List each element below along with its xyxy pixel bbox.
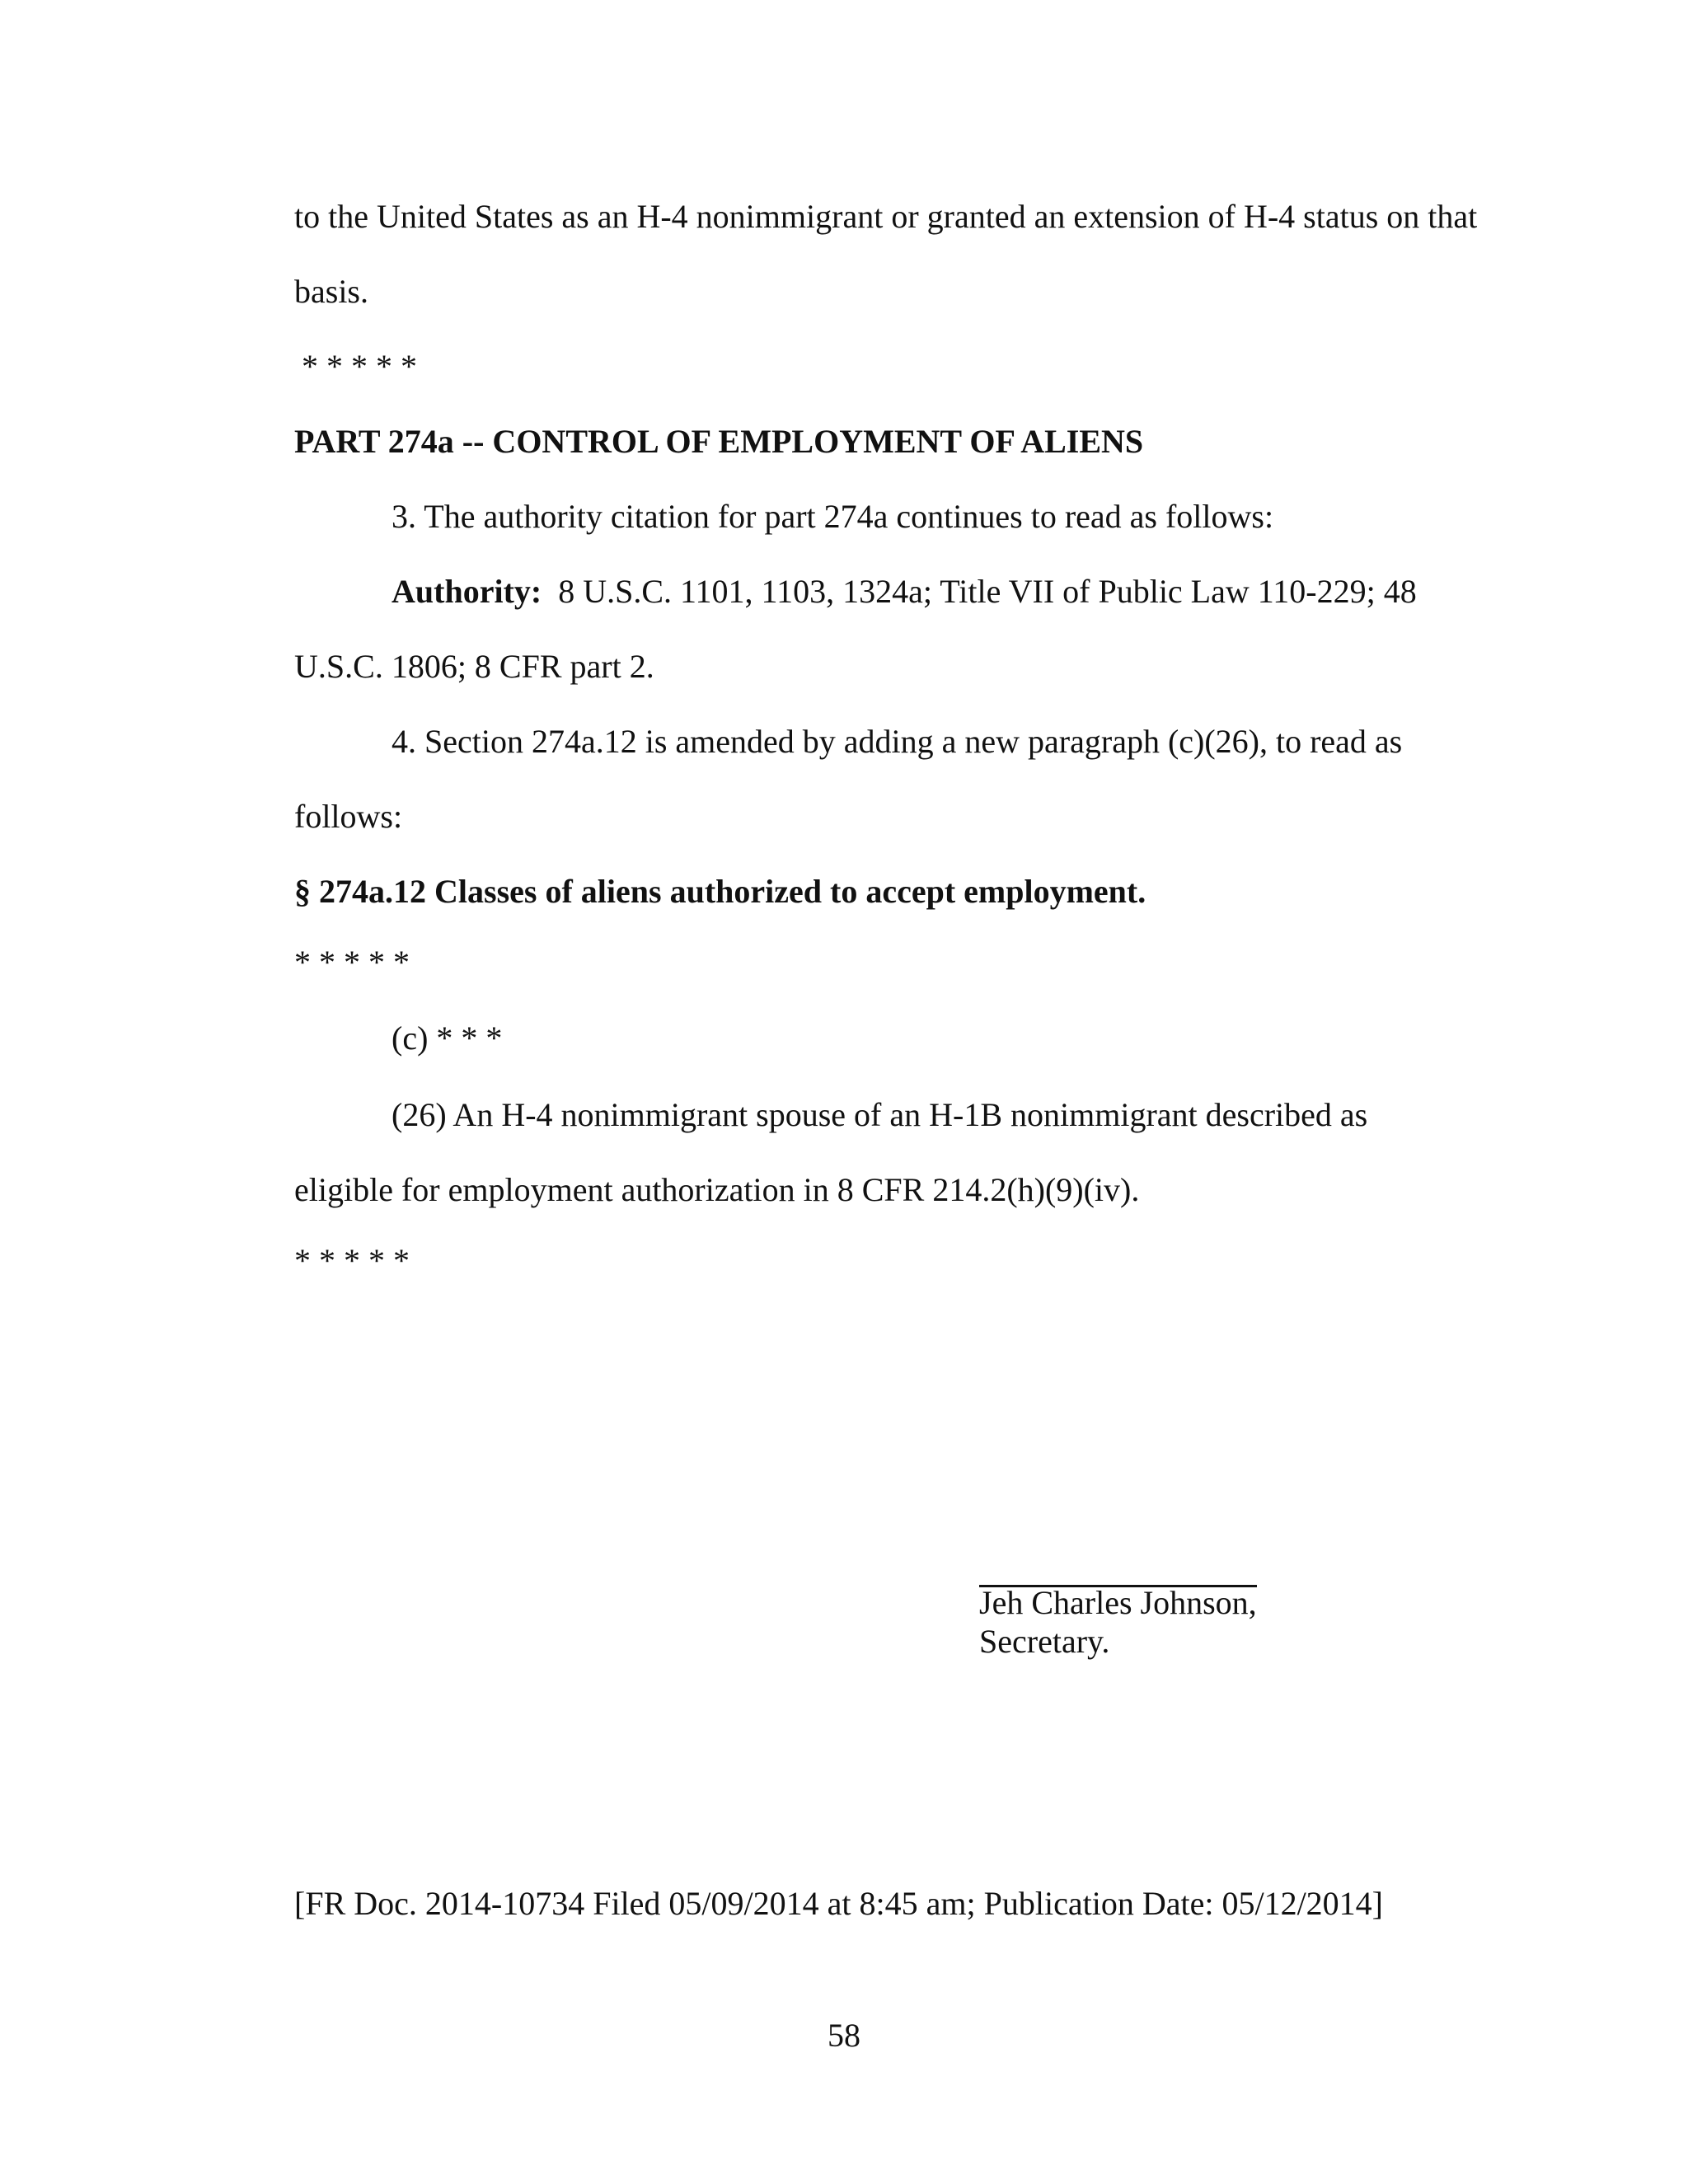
amendment-item-4-line-1: 4. Section 274a.12 is amended by adding a new paragraph (c)(26), to read as (392, 723, 1403, 760)
authority-continuation: U.S.C. 1806; 8 CFR part 2. (294, 648, 654, 685)
amendment-item-3: 3. The authority citation for part 274a continues to read as follows: (392, 498, 1274, 535)
section-heading: § 274a.12 Classes of aliens authorized to accept employment. (294, 873, 1146, 910)
omission-stars-3: * * * * * (294, 1242, 410, 1279)
authority-label: Authority: (392, 573, 542, 610)
paragraph-c: (c) * * * (392, 1019, 503, 1057)
page-number: 58 (828, 2017, 860, 2054)
authority-text: 8 U.S.C. 1101, 1103, 1324a; Title VII of Public Law 110-229; 48 (542, 573, 1417, 610)
signatory-title: Secretary. (979, 1623, 1110, 1660)
fr-doc-citation: [FR Doc. 2014-10734 Filed 05/09/2014 at 8:45 am; Publication Date: 05/12/2014] (294, 1885, 1383, 1922)
continuation-line-2: basis. (294, 273, 368, 310)
part-heading: PART 274a -- CONTROL OF EMPLOYMENT OF ALIENS (294, 423, 1144, 460)
amendment-item-4-line-2: follows: (294, 798, 403, 835)
authority-line (392, 575, 1417, 608)
omission-stars-1: * * * * * (302, 348, 417, 385)
signatory-name: Jeh Charles Johnson, (979, 1584, 1257, 1621)
paragraph-26-line-2: eligible for employment authorization in 8 CFR 214.2(h)(9)(iv). (294, 1171, 1140, 1208)
continuation-line-1: to the United States as an H-4 nonimmigrant or granted an extension of H-4 status on that (294, 198, 1478, 235)
paragraph-26-line-1: (26) An H-4 nonimmigrant spouse of an H-1B nonimmigrant described as (392, 1096, 1368, 1133)
omission-stars-2: * * * * * (294, 944, 410, 981)
